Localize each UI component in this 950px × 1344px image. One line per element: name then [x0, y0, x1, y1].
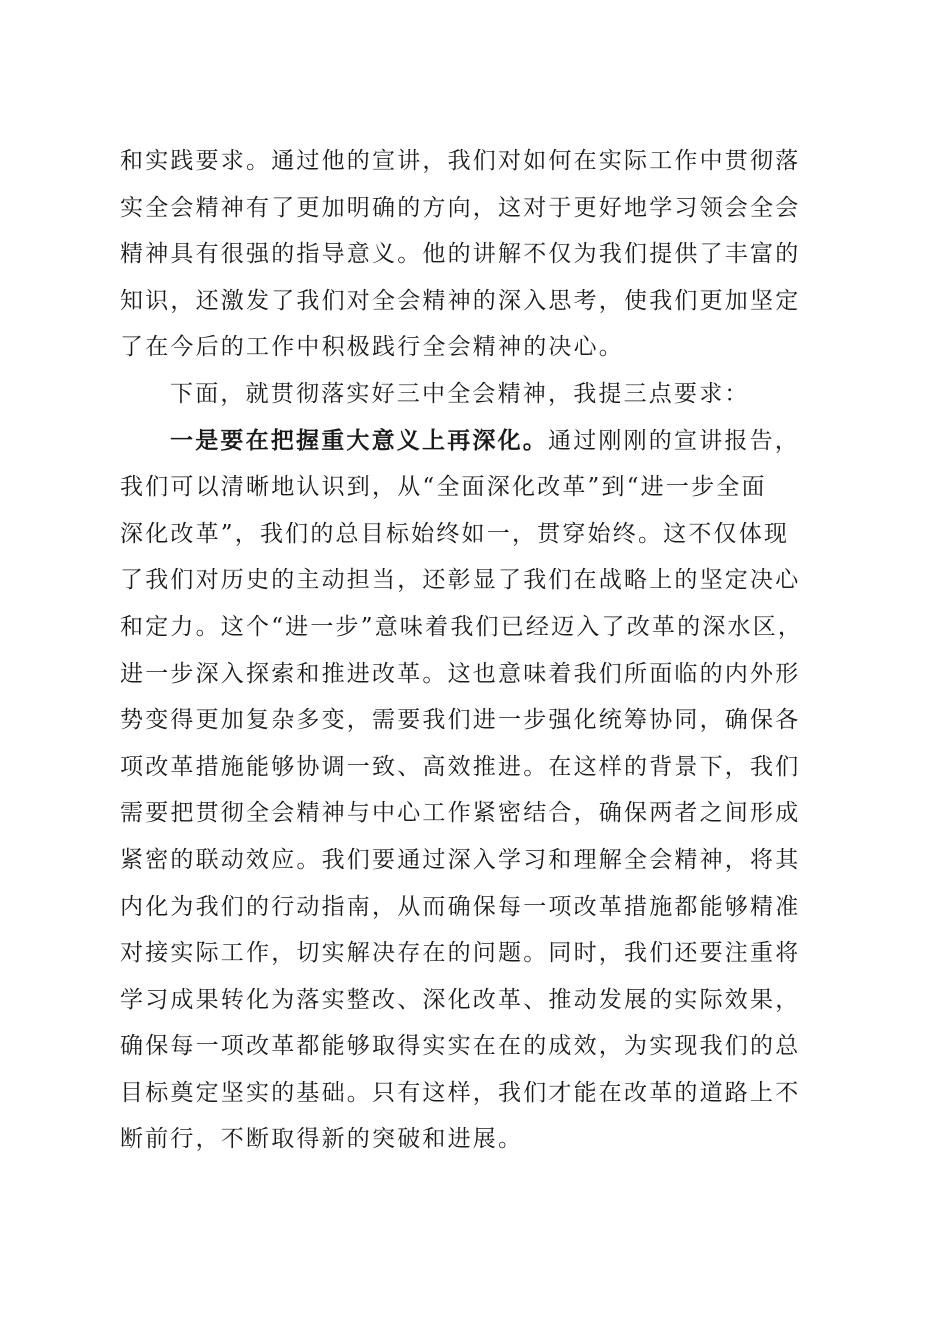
text-line: 项改革措施能够协调一致、高效推进。在这样的背景下，我们: [120, 753, 801, 780]
text-line-first: [120, 418, 835, 465]
text-line: 了在今后的工作中积极践行全会精神的决心。: [120, 334, 624, 361]
paragraph-heading: 一是要在把握重大意义上再深化。: [170, 426, 548, 454]
text-line: 目标奠定坚实的基础。只有这样，我们才能在改革的道路上不: [120, 1079, 801, 1106]
text-line: 和定力。这个“进一步”意味着我们已经迈入了改革的深水区，: [120, 613, 804, 640]
text-line: 深化改革”，我们的总目标始终如一，贯穿始终。这不仅体现: [120, 520, 790, 547]
text-line: 势变得更加复杂多变，需要我们进一步强化统筹协同，确保各: [120, 707, 801, 734]
text-line: 实全会精神有了更加明确的方向，这对于更好地学习领会全会: [120, 194, 801, 221]
text-line: 下面，就贯彻落实好三中全会精神，我提三点要求：: [170, 380, 750, 407]
paragraph-1: [120, 138, 835, 371]
text-line: 进一步深入探索和推进改革。这也意味着我们所面临的内外形: [120, 660, 801, 687]
text-line: 对接实际工作，切实解决存在的问题。同时，我们还要注重将: [120, 940, 801, 967]
text-line: 我们可以清晰地认识到，从“全面深化改革”到“进一步全面: [120, 474, 767, 501]
text-line: 了我们对历史的主动担当，还彰显了我们在战略上的坚定决心: [120, 567, 801, 594]
text-line: 断前行，不断取得新的突破和进展。: [120, 1126, 524, 1153]
document-body: [120, 138, 835, 1163]
text-line: 知识，还激发了我们对全会精神的深入思考，使我们更加坚定: [120, 287, 801, 314]
text-line: 内化为我们的行动指南，从而确保每一项改革措施都能够精准: [120, 893, 801, 920]
text-line: 精神具有很强的指导意义。他的讲解不仅为我们提供了丰富的: [120, 241, 801, 268]
text-line: 需要把贯彻全会精神与中心工作紧密结合，确保两者之间形成: [120, 800, 801, 827]
paragraph-heading-rest: 通过刚刚的宣讲报告，: [548, 427, 800, 454]
text-line: 学习成果转化为落实整改、深化改革、推动发展的实际效果，: [120, 986, 801, 1013]
text-line: 确保每一项改革都能够取得实实在在的成效，为实现我们的总: [120, 1033, 801, 1060]
paragraph-3: [120, 418, 835, 1164]
text-line: 紧密的联动效应。我们要通过深入学习和理解全会精神，将其: [120, 846, 801, 873]
text-line: 和实践要求。通过他的宣讲，我们对如何在实际工作中贯彻落: [120, 148, 801, 174]
paragraph-2: [120, 371, 835, 418]
